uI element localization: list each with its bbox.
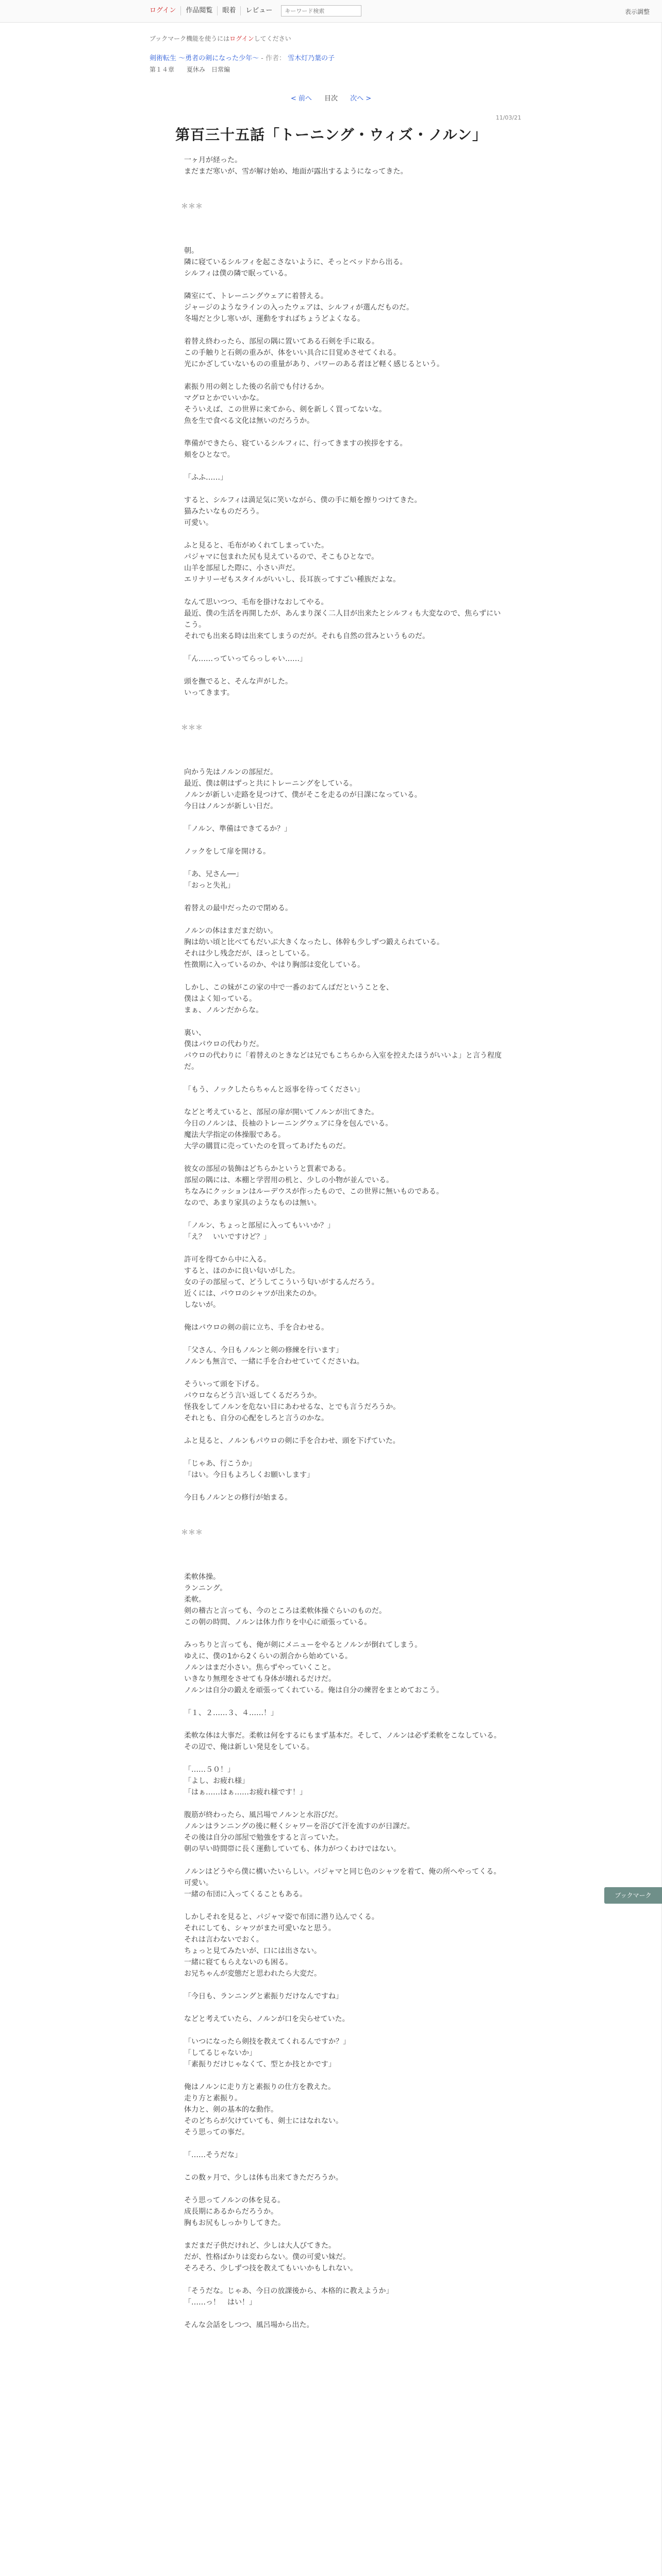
novel-paragraph: 俺はノルンに走り方と素振りの仕方を教えた。 走り方と素振り。 体力と、剣の基本的な動作。 そのどちらが欠けていても、剣士にはなれない。 そう思っての事だ。 <box>184 2083 343 2137</box>
novel-paragraph: 裏い、 僕はパウロの代わりだ。 パウロの代わりに「着替えのときなどは兄でもこちらから入室を控えたほうがいいよ」と言う程度だ。 <box>184 1029 502 1071</box>
novel-paragraph: 準備ができたら、寝ているシルフィに、行ってきますの挨拶をする。 頬をひとなで。 <box>184 439 407 459</box>
novel-paragraph: 許可を得てから中に入る。 すると、ほのかに良い匂いがした。 女の子の部屋って、どうしてこういう匂いがするんだろう。 近くには、パウロのシャツが出来たのか。 しないが。 <box>184 1256 379 1309</box>
novel-paragraph: そういって頭を下げる。 パウロならどう言い返してくるだろうか。 怪我をしてノルンを危ない目にあわせるな、とでも言うだろうか。 それとも、自分の心配をしろと言うのかな。 <box>184 1380 401 1422</box>
toc-link[interactable]: 目次 <box>324 95 338 103</box>
login-link[interactable]: ログイン <box>150 7 176 14</box>
author-link[interactable]: 雪木灯乃葉の子 <box>287 55 335 62</box>
novel-body <box>181 155 504 2342</box>
novel-paragraph: 「ふふ……」 <box>184 473 227 482</box>
novel-paragraph: 着替えの最中だったので閉める。 <box>184 904 292 912</box>
novel-paragraph: 朝。 隣に寝ているシルフィを起こさないように、そっとベッドから出る。 シルフィは僕の隣で眠っている。 <box>184 247 407 278</box>
notice-prefix: ブックマーク機能を使うには <box>150 35 230 42</box>
novel-paragraph: 「あ、兄さん──」 「おっと失礼」 <box>184 870 243 890</box>
novel-paragraph: なんて思いつつ、毛布を掛けなおしてやる。 最近、僕の生活を再開したが、あんまり深く二人目が出来たとシルフィも大変なので、焦らずにいこう。 それでも出来る時は出来てしまうのだが。それも自然の営みというものだ。 <box>184 598 501 640</box>
novel-paragraph: 「今日も、ランニングと素振りだけなんですね」 <box>184 1992 343 2001</box>
prev-chapter-link[interactable]: < 前へ <box>290 95 312 103</box>
novel-paragraph: 「父さん、今日もノルンと剣の修練を行います」 ノルンも無言で、一緒に手を合わせていてくださいね。 <box>184 1346 364 1366</box>
novel-paragraph: 柔軟体操。 ランニング。 柔軟。 剣の稽古と言っても、今のところは柔軟体操ぐらいのものだ。 この朝の時間、ノルンは体力作りを中心に頑張っている。 <box>184 1573 386 1626</box>
novel-paragraph: 「……そうだな」 <box>184 2151 242 2159</box>
novel-paragraph: そう思ってノルンの体を見る。 成長期にあるからだろうか。 胸もお尻もしっかりしてきた。 <box>184 2196 285 2227</box>
novel-paragraph: この数ヶ月で、少しは体も出来てきただろうか。 <box>184 2174 343 2182</box>
novel-paragraph: すると、シルフィは満足気に笑いながら、僕の手に頬を擦りつけてきた。 猫みたいなものだろう。 可愛い。 <box>184 496 422 527</box>
novel-paragraph: 「ん……っていってらっしゃい……」 <box>184 655 307 663</box>
novel-paragraph: などと考えていたら、ノルンが口を尖らせていた。 <box>184 2015 350 2023</box>
section-divider: ＊＊＊ <box>181 724 203 732</box>
section-divider: ＊＊＊ <box>181 202 203 211</box>
nav-review-link[interactable]: レビュー <box>240 6 277 15</box>
novel-paragraph: 「もう、ノックしたらちゃんと返事を待ってください」 <box>184 1086 365 1094</box>
nav-ranking-link[interactable]: 眼着 <box>217 6 240 15</box>
notice-suffix: してください <box>254 35 291 42</box>
chapter-pager-top <box>0 93 662 103</box>
novel-paragraph: 素振り用の剣とした後の名前でも付けるか。 マグロとかでいいかな。 そういえば、この世界に来てから、剣を新しく買ってないな。 魚を生で食べる文化は無いのだろうか。 <box>184 383 386 425</box>
top-nav-links <box>150 5 361 16</box>
novel-paragraph: 「いつになったら剣技を教えてくれるんですか？」 「してるじゃないか」 「素振りだけじゃなくて、型とか技とかです」 <box>184 2038 350 2069</box>
top-navigation-bar <box>0 0 662 23</box>
novel-paragraph: などと考えていると、部屋の扉が開いてノルンが出てきた。 今日のノルンは、長袖のトレーニングウェアに身を包んでいる。 魔法大学指定の体操服である。 大学の購買に売っていたのを買ってあげたものだ。 <box>184 1108 393 1150</box>
nav-browse-link[interactable]: 作品閲覧 <box>180 6 217 15</box>
novel-paragraph: 柔軟な体は大事だ。柔軟は何をするにもまず基本だ。そして、ノルンは必ず柔軟をこなしている。 その辺で、俺は新しい発見をしている。 <box>184 1732 501 1751</box>
novel-paragraph: 「そうだな。じゃあ、今日の放課後から、本格的に教えようか」 「……っ！ はい！」 <box>184 2287 393 2307</box>
novel-paragraph: みっちりと言っても、俺が剣にメニューをやるとノルンが倒れてしまう。 ゆえに、僕の1から2くらいの割合から始めている。 ノルンはまだ小さい。焦らずやっていくこと。 いきなり無理をさせても身体が壊れるだけだ。 ノルンは自分の鍛えを頑張ってくれている。俺は自分の練習をまとめておこう。 <box>184 1641 444 1694</box>
novel-paragraph: ノルンはどうやら僕に構いたいらしい。パジャマと同じ色のシャツを着て、俺の所へやってくる。 可愛い。 一緒の布団に入ってくることもある。 <box>184 1868 501 1899</box>
novel-paragraph: 「ノルン、準備はできてるか？」 <box>184 825 291 833</box>
novel-paragraph: 隣室にて、トレーニングウェアに着替える。 ジャージのようなラインの入ったウェアは、シルフィが選んだものだ。 冬場だと少し寒いが、運動をすればちょうどよくなる。 <box>184 292 413 323</box>
novel-paragraph: 彼女の部屋の装飾はどちらかというと質素である。 部屋の隅には、本棚と学習用の机と、少しの小物が並んでいる。 ちなみにクッションはルーデウスが作ったもので、この世界に無いものである。 なので、あまり家具のようなものは無い。 <box>184 1165 444 1207</box>
novel-paragraph: 向かう先はノルンの部屋だ。 最近、僕は朝はずっと共にトレーニングをしている。 ノルンが新しい走路を見つけて、僕がそこを走るのが日課になっている。 今日はノルンが新しい日だ。 <box>184 768 422 810</box>
novel-paragraph: 俺はパウロの剣の前に立ち、手を合わせる。 <box>184 1324 328 1332</box>
next-chapter-link[interactable]: 次へ > <box>350 95 372 103</box>
novel-paragraph: ノルンの体はまだまだ幼い。 胸は幼い頃と比べてもだいぶ大きくなったし、体幹も少しずつ鍛えられている。 それは少し残念だが、ほっとしている。 性徴期に入っているのか、やはり胸部は変化している。 <box>184 927 444 969</box>
notice-login-link[interactable]: ログイン <box>229 35 254 42</box>
novel-paragraph: 頭を撫でると、そんな声がした。 いってきます。 <box>184 677 292 697</box>
novel-paragraph: 腹筋が終わったら、風呂場でノルンと水浴びだ。 ノルンはランニングの後に軽くシャワーを浴びて汗を流すのが日課だ。 その後は自分の部屋で勉強をすると言っていた。 朝の早い時間帯に長く運動していても、体力がつくわけではない。 <box>184 1811 415 1853</box>
novel-paragraph: そんな会話をしつつ、風呂場から出た。 <box>184 2321 314 2329</box>
keyword-search-input[interactable] <box>281 5 361 16</box>
chapter-title: 第百三十五話「トーニング・ウィズ・ノルン」 <box>175 126 487 143</box>
display-settings-link[interactable]: 表示調整 <box>624 8 650 15</box>
novel-paragraph: しかしそれを見ると、パジャマ姿で布団に潜り込んでくる。 それにしても、シャツがまた可愛いなと思う。 それは言わないでおく。 ちょっと見てみたいが、口には出さない。 一緒に寝てもらえないのも困る。 お兄ちゃんが変態だと思われたら大変だ。 <box>184 1913 379 1978</box>
novel-paragraph: しかし、この妹がこの家の中で一番のおてんばだということを、 僕はよく知っている。 まぁ、ノルンだからな。 <box>184 984 393 1014</box>
novel-paragraph: 「……５０！」 「よし、お疲れ様」 「はぁ……はぁ……お疲れ様です！」 <box>184 1766 307 1797</box>
breadcrumb <box>150 54 335 64</box>
novel-paragraph: 今日もノルンとの修行が始まる。 <box>184 1494 292 1502</box>
novel-paragraph: 「１、２……３、４……！」 <box>184 1709 278 1717</box>
novel-paragraph: ノックをして扉を開ける。 <box>184 848 271 856</box>
bookmark-float-button[interactable]: ブックマーク <box>604 1887 662 1904</box>
chapter-info: 第１４章 夏休み 日常編 <box>150 66 230 73</box>
work-title-link[interactable]: 剣術転生 〜勇者の剣になった少年〜 <box>150 55 259 62</box>
novel-paragraph: ふと見ると、毛布がめくれてしまっていた。 パジャマに包まれた尻も見えているので、そこもひとなで。 山羊を部屋した際に、小さい声だ。 エリナリーゼもスタイルがいいし、長耳族ってすごい種族だよな。 <box>184 541 401 584</box>
author-separator: - 作者： <box>261 55 286 62</box>
novel-paragraph: 「ノルン、ちょっと部屋に入ってもいいか？」 「え？ いいですけど？」 <box>184 1222 335 1241</box>
section-divider: ＊＊＊ <box>181 1529 203 1537</box>
novel-paragraph: ふと見ると、ノルンもパウロの剣に手を合わせ、頭を下げていた。 <box>184 1437 400 1445</box>
bookmark-login-notice <box>150 34 291 43</box>
novel-paragraph: まだまだ子供だけれど、少しは大人びてきた。 だが、性格ばかりは変わらない。僕の可愛い妹だ。 そろそろ、少しずつ技を教えてもいいかもしれない。 <box>184 2242 357 2273</box>
novel-paragraph: 一ヶ月が経った。 まだまだ寒いが、雪が解け始め、地面が露出するようになってきた。 <box>184 156 408 176</box>
post-date: 11/03/21 <box>495 114 521 121</box>
novel-paragraph: 着替え終わったら、部屋の隅に置いてある石剣を手に取る。 この手触りと石剣の重みが、体をいい具合に目覚めさせてくれる。 光にかざしていないものの重量があり、パワーのある者ほど軽く感じるという。 <box>184 337 444 368</box>
novel-paragraph: 「じゃあ、行こうか」 「はい。今日もよろしくお願いします」 <box>184 1460 314 1479</box>
